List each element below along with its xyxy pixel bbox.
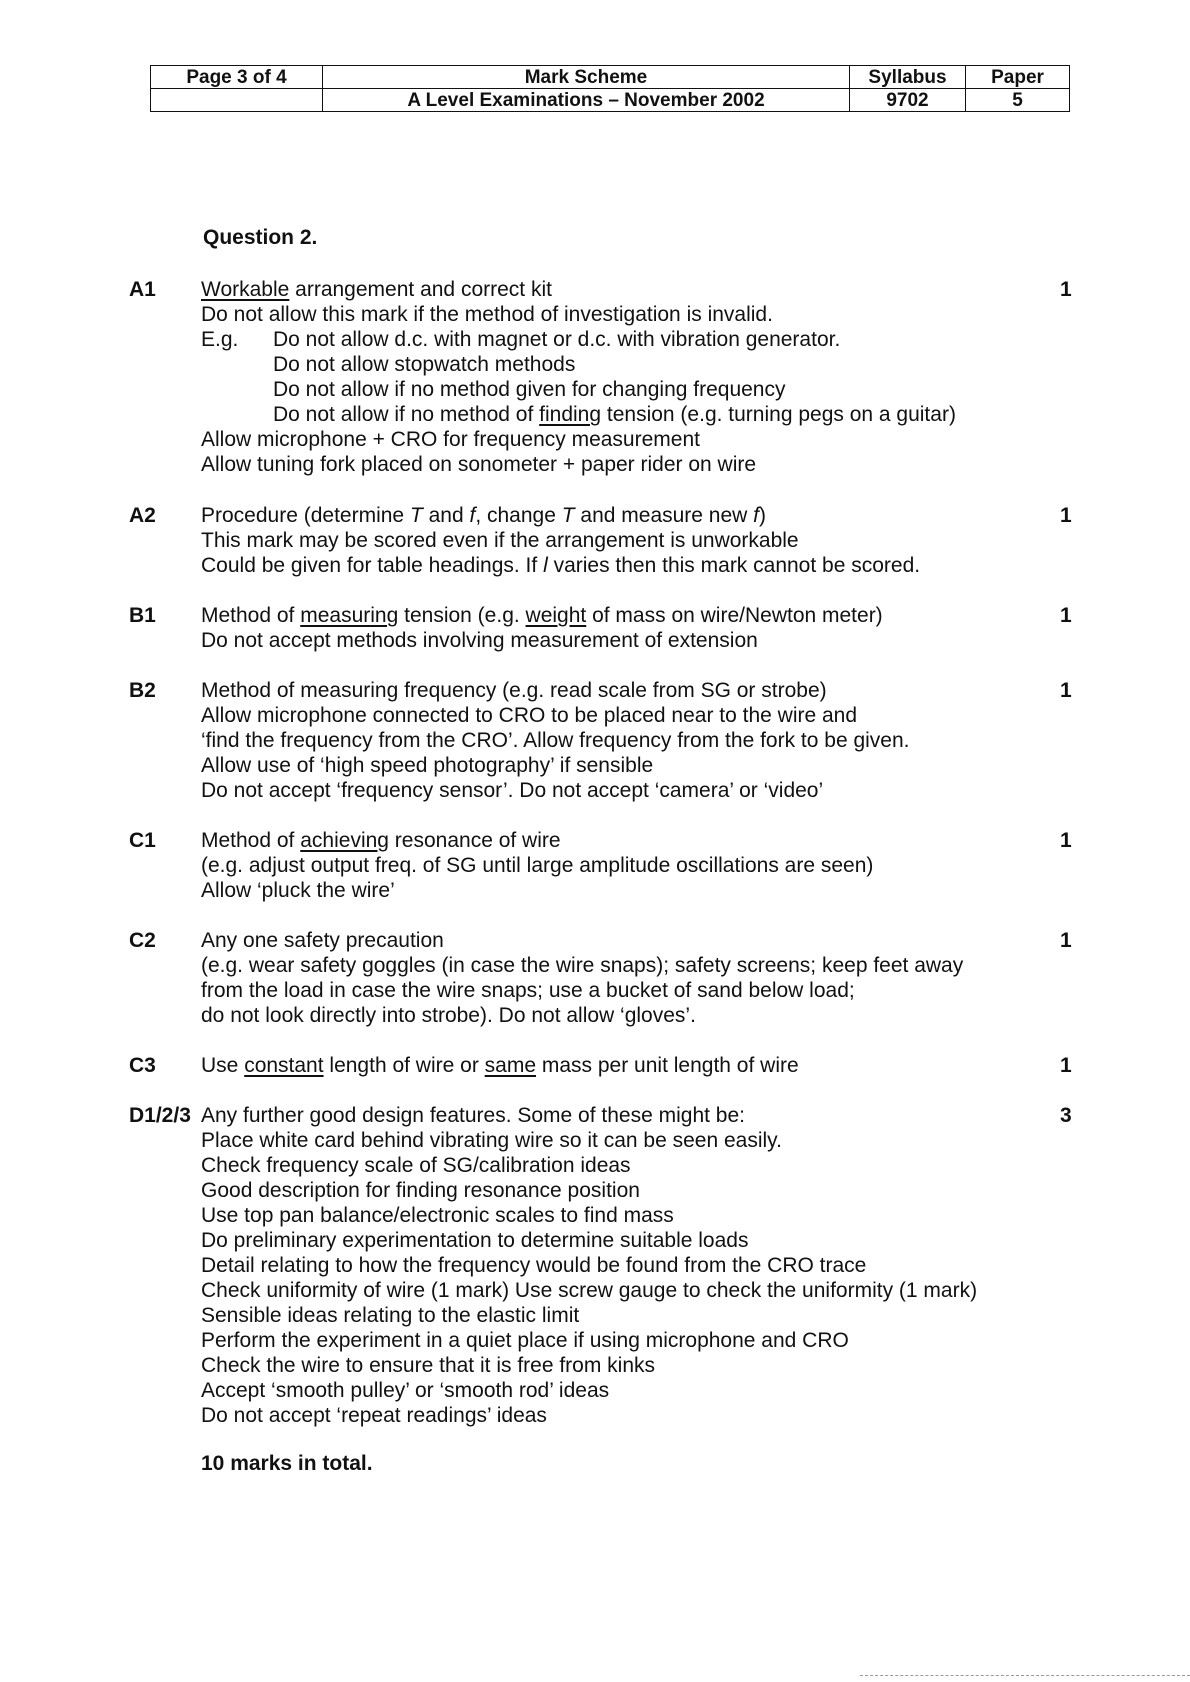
text-line: ‘find the frequency from the CRO’. Allow frequency from the fork to be given. [201,729,910,752]
text-line: Use top pan balance/electronic scales to find mass [201,1204,674,1227]
mark-value: 1 [1060,929,1072,952]
text-segment: length of wire or [323,1054,485,1077]
mark-value: 1 [1060,679,1072,702]
text-line: (e.g. wear safety goggles (in case the wire snaps); safety screens; keep feet away [201,954,964,977]
mark-value: 3 [1060,1104,1072,1127]
text-segment: tension (e.g. [398,604,526,627]
variable-T: T [409,504,423,527]
text-segment: Use [201,1054,245,1077]
text-line: Any one safety precaution [201,929,444,952]
section-label: C1 [129,829,156,852]
header-row-1 [151,66,1070,89]
page-edge-line [860,1675,1190,1676]
variable-f: f [753,504,760,527]
section-body [201,603,1061,653]
section-label: C2 [129,929,156,952]
text-line: do not look directly into strobe). Do not allow ‘gloves’. [201,1004,696,1027]
text-line: Do preliminary experimentation to determine suitable loads [201,1229,749,1252]
empty-cell [151,89,323,112]
section-body [201,678,1061,803]
text-segment: Procedure (determine [201,504,410,527]
text-line: Allow microphone connected to CRO to be placed near to the wire and [201,704,858,727]
text-line: Accept ‘smooth pulley’ or ‘smooth rod’ ideas [201,1379,610,1402]
text-line: Check frequency scale of SG/calibration ideas [201,1154,631,1177]
text-segment: arrangement and correct kit [289,278,552,301]
page-number: Page 3 of 4 [151,66,323,89]
text-line: Good description for finding resonance position [201,1179,640,1202]
mark-value: 1 [1060,278,1072,301]
emphasis-text: achieving [300,829,389,852]
section-body [201,277,1061,477]
document-title: Mark Scheme [323,66,850,89]
text-line: Perform the experiment in a quiet place if using microphone and CRO [201,1329,849,1352]
emphasis-text: same [484,1054,537,1077]
text-line: Allow tuning fork placed on sonometer + paper rider on wire [201,453,757,476]
section-label: A1 [129,278,156,301]
text-segment: ) [759,504,767,527]
text-line: Do not allow this mark if the method of investigation is invalid. [201,303,773,326]
text-line: Do not allow if no method given for changing frequency [273,378,786,401]
text-segment: mass per unit length of wire [536,1054,799,1077]
text-segment: and [422,504,470,527]
text-line: from the load in case the wire snaps; use a bucket of sand below load; [201,979,855,1002]
text-line: Sensible ideas relating to the elastic limit [201,1304,580,1327]
text-segment: Do not allow d.c. with magnet or d.c. with vibration generator. [273,328,841,351]
mark-value: 1 [1060,1054,1072,1077]
section-body [201,828,1061,903]
example-label: E.g. [201,328,239,351]
mark-value: 1 [1060,829,1072,852]
question-title: Question 2. [203,226,318,249]
section-label: B1 [129,604,156,627]
emphasis-text: constant [244,1054,324,1077]
text-segment: Do not allow if no method of [273,403,540,426]
text-segment: varies then this mark cannot be scored. [547,554,921,577]
emphasis-text: Workable [201,278,290,301]
text-segment: , change [475,504,562,527]
emphasis-text: measuring [300,604,399,627]
text-line: Method of measuring frequency (e.g. read scale from SG or strobe) [201,679,827,702]
text-line: This mark may be scored even if the arrangement is unworkable [201,529,799,552]
section-body [201,1103,1061,1428]
text-line: Allow use of ‘high speed photography’ if sensible [201,754,654,777]
syllabus-code: 9702 [850,89,966,112]
text-line: (e.g. adjust output freq. of SG until large amplitude oscillations are seen) [201,854,874,877]
text-line: Detail relating to how the frequency would be found from the CRO trace [201,1254,867,1277]
header-row-2 [151,89,1070,112]
text-segment: Could be given for table headings. If [201,554,544,577]
text-line: Check uniformity of wire (1 mark) Use screw gauge to check the uniformity (1 mark) [201,1279,978,1302]
header-table [150,65,1070,112]
text-line: Do not accept ‘frequency sensor’. Do not accept ‘camera’ or ‘video’ [201,779,824,802]
text-segment: and measure new [574,504,754,527]
section-body [201,928,1061,1028]
text-line: Allow ‘pluck the wire’ [201,879,395,902]
text-line: Check the wire to ensure that it is free from kinks [201,1354,656,1377]
section-body [201,1053,1061,1078]
mark-value: 1 [1060,504,1072,527]
emphasis-text: finding [539,403,602,426]
variable-T: T [561,504,575,527]
text-segment: tension (e.g. turning pegs on a guitar) [601,403,956,426]
paper-number: 5 [966,89,1070,112]
mark-value: 1 [1060,604,1072,627]
text-segment: Method of [201,604,301,627]
text-line: Place white card behind vibrating wire so it can be seen easily. [201,1129,782,1152]
total-marks: 10 marks in total. [201,1452,373,1475]
text-line: Do not accept methods involving measurement of extension [201,629,758,652]
section-label: A2 [129,504,156,527]
emphasis-text: weight [525,604,587,627]
section-body [201,503,1061,578]
variable-l: l [543,554,548,577]
text-line: Do not accept ‘repeat readings’ ideas [201,1404,547,1427]
section-label: B2 [129,679,156,702]
section-label: C3 [129,1054,156,1077]
text-line: Do not allow stopwatch methods [273,353,576,376]
variable-f: f [469,504,476,527]
text-line: Any further good design features. Some of these might be: [201,1104,745,1127]
section-label: D1/2/3 [129,1104,191,1127]
exam-name: A Level Examinations – November 2002 [323,89,850,112]
syllabus-label: Syllabus [850,66,966,89]
paper-label: Paper [966,66,1070,89]
text-segment: of mass on wire/Newton meter) [586,604,883,627]
text-segment: Method of [201,829,301,852]
text-line: Allow microphone + CRO for frequency measurement [201,428,700,451]
text-segment: resonance of wire [388,829,561,852]
